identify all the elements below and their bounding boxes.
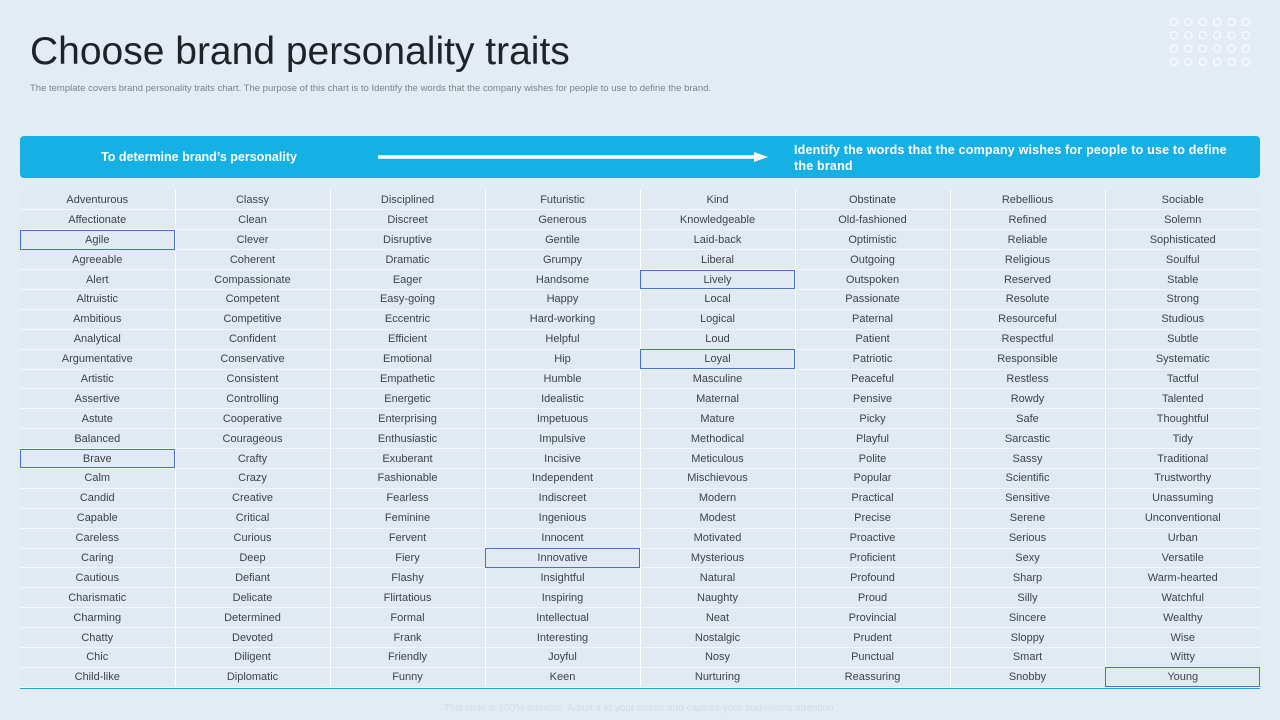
banner-left-label: To determine brand’s personality [101, 150, 297, 164]
trait-cell[interactable]: Hip [485, 349, 640, 369]
trait-cell[interactable]: Peaceful [795, 369, 950, 389]
trait-cell[interactable]: Modest [640, 508, 795, 528]
trait-cell[interactable]: Optimistic [795, 230, 950, 250]
table-row [20, 628, 1260, 648]
trait-cell[interactable]: Humble [485, 369, 640, 389]
trait-cell[interactable]: Talented [1105, 389, 1260, 409]
trait-cell[interactable]: Empathetic [330, 369, 485, 389]
trait-cell[interactable]: Disciplined [330, 190, 485, 210]
trait-cell[interactable]: Happy [485, 289, 640, 309]
table-row [20, 270, 1260, 290]
trait-cell[interactable]: Flashy [330, 568, 485, 588]
trait-cell[interactable]: Stable [1105, 270, 1260, 290]
trait-cell[interactable]: Snobby [950, 667, 1105, 687]
trait-cell[interactable]: Tidy [1105, 429, 1260, 449]
trait-cell[interactable]: Determined [175, 608, 330, 628]
trait-cell[interactable]: Deep [175, 548, 330, 568]
trait-cell[interactable]: Versatile [1105, 548, 1260, 568]
trait-cell[interactable]: Popular [795, 468, 950, 488]
trait-cell[interactable]: Old-fashioned [795, 210, 950, 230]
trait-cell[interactable]: Witty [1105, 647, 1260, 667]
trait-cell[interactable]: Incisive [485, 449, 640, 469]
trait-cell[interactable]: Creative [175, 488, 330, 508]
trait-cell[interactable]: Inspiring [485, 588, 640, 608]
trait-cell[interactable]: Tactful [1105, 369, 1260, 389]
table-row [20, 289, 1260, 309]
trait-cell[interactable]: Meticulous [640, 449, 795, 469]
trait-cell[interactable]: Curious [175, 528, 330, 548]
trait-cell[interactable]: Respectful [950, 329, 1105, 349]
trait-cell[interactable]: Strong [1105, 289, 1260, 309]
trait-cell[interactable]: Rowdy [950, 389, 1105, 409]
decor-dot [1170, 45, 1177, 52]
trait-cell[interactable]: Adventurous [20, 190, 175, 210]
trait-cell[interactable]: Sexy [950, 548, 1105, 568]
trait-cell[interactable]: Classy [175, 190, 330, 210]
trait-cell[interactable]: Rebellious [950, 190, 1105, 210]
trait-cell[interactable]: Methodical [640, 429, 795, 449]
trait-cell[interactable]: Astute [20, 409, 175, 429]
trait-cell[interactable]: Innocent [485, 528, 640, 548]
table-row [20, 488, 1260, 508]
decor-dot [1228, 32, 1235, 39]
trait-cell[interactable]: Sharp [950, 568, 1105, 588]
trait-cell[interactable]: Disruptive [330, 230, 485, 250]
decor-dot [1214, 58, 1221, 65]
decor-dot [1214, 45, 1221, 52]
trait-cell[interactable]: Subtle [1105, 329, 1260, 349]
trait-cell[interactable]: Keen [485, 667, 640, 687]
trait-cell[interactable]: Compassionate [175, 270, 330, 290]
trait-cell[interactable]: Sarcastic [950, 429, 1105, 449]
trait-cell[interactable]: Fearless [330, 488, 485, 508]
trait-cell[interactable]: Passionate [795, 289, 950, 309]
decor-dot [1170, 18, 1177, 25]
table-row [20, 548, 1260, 568]
trait-cell[interactable]: Impetuous [485, 409, 640, 429]
decor-dot [1199, 32, 1206, 39]
trait-cell[interactable]: Reserved [950, 270, 1105, 290]
trait-cell[interactable]: Easy-going [330, 289, 485, 309]
trait-cell[interactable]: Natural [640, 568, 795, 588]
trait-cell[interactable]: Controlling [175, 389, 330, 409]
trait-cell[interactable]: Sloppy [950, 628, 1105, 648]
trait-cell[interactable]: Sociable [1105, 190, 1260, 210]
decor-dot [1170, 58, 1177, 65]
traits-table [20, 190, 1260, 688]
trait-cell[interactable]: Safe [950, 409, 1105, 429]
trait-cell[interactable]: Paternal [795, 309, 950, 329]
decor-dot [1228, 18, 1235, 25]
trait-cell[interactable]: Sensitive [950, 488, 1105, 508]
trait-cell[interactable]: Serious [950, 528, 1105, 548]
trait-cell[interactable]: Resourceful [950, 309, 1105, 329]
trait-cell[interactable]: Studious [1105, 309, 1260, 329]
trait-cell[interactable]: Sassy [950, 449, 1105, 469]
table-row [20, 309, 1260, 329]
trait-cell[interactable]: Careless [20, 528, 175, 548]
trait-cell[interactable]: Naughty [640, 588, 795, 608]
trait-cell[interactable]: Frank [330, 628, 485, 648]
trait-cell[interactable]: Feminine [330, 508, 485, 528]
banner-right-label: Identify the words that the company wishes for people to use to define the brand [794, 143, 1227, 173]
table-row [20, 190, 1260, 210]
trait-cell[interactable]: Nosy [640, 647, 795, 667]
table-row [20, 528, 1260, 548]
trait-cell[interactable]: Confident [175, 329, 330, 349]
table-row [20, 667, 1260, 687]
trait-cell[interactable]: Picky [795, 409, 950, 429]
trait-cell[interactable]: Prudent [795, 628, 950, 648]
table-row [20, 329, 1260, 349]
trait-cell[interactable]: Competitive [175, 309, 330, 329]
trait-cell[interactable]: Trustworthy [1105, 468, 1260, 488]
decor-dot [1170, 32, 1177, 39]
trait-cell[interactable]: Energetic [330, 389, 485, 409]
trait-cell[interactable]: Mysterious [640, 548, 795, 568]
decor-dot [1185, 58, 1192, 65]
table-row [20, 508, 1260, 528]
trait-cell[interactable]: Liberal [640, 250, 795, 270]
trait-cell[interactable]: Fashionable [330, 468, 485, 488]
trait-cell[interactable]: Kind [640, 190, 795, 210]
trait-cell[interactable]: Ambitious [20, 309, 175, 329]
trait-cell[interactable]: Urban [1105, 528, 1260, 548]
trait-cell[interactable]: Crafty [175, 449, 330, 469]
decor-dot [1228, 45, 1235, 52]
trait-cell[interactable]: Motivated [640, 528, 795, 548]
trait-cell[interactable]: Lively [640, 270, 795, 290]
trait-cell[interactable]: Formal [330, 608, 485, 628]
trait-cell[interactable]: Assertive [20, 389, 175, 409]
trait-cell[interactable]: Altruistic [20, 289, 175, 309]
trait-cell[interactable]: Logical [640, 309, 795, 329]
trait-cell[interactable]: Unconventional [1105, 508, 1260, 528]
table-row [20, 409, 1260, 429]
trait-cell[interactable]: Modern [640, 488, 795, 508]
trait-cell[interactable]: Scientific [950, 468, 1105, 488]
trait-cell[interactable]: Hard-working [485, 309, 640, 329]
trait-cell[interactable]: Competent [175, 289, 330, 309]
decor-dot [1242, 45, 1249, 52]
trait-cell[interactable]: Emotional [330, 349, 485, 369]
decor-dot [1214, 18, 1221, 25]
trait-cell[interactable]: Candid [20, 488, 175, 508]
trait-cell[interactable]: Loyal [640, 349, 795, 369]
trait-cell[interactable]: Clean [175, 210, 330, 230]
trait-cell[interactable]: Refined [950, 210, 1105, 230]
trait-cell[interactable]: Profound [795, 568, 950, 588]
page-title: Choose brand personality traits [30, 30, 570, 73]
table-row [20, 647, 1260, 667]
trait-cell[interactable]: Chic [20, 647, 175, 667]
trait-cell[interactable]: Serene [950, 508, 1105, 528]
decor-dot [1199, 45, 1206, 52]
trait-cell[interactable]: Neat [640, 608, 795, 628]
trait-cell[interactable]: Punctual [795, 647, 950, 667]
trait-cell[interactable]: Chatty [20, 628, 175, 648]
trait-cell[interactable]: Defiant [175, 568, 330, 588]
trait-cell[interactable]: Critical [175, 508, 330, 528]
trait-cell[interactable]: Analytical [20, 329, 175, 349]
trait-cell[interactable]: Loud [640, 329, 795, 349]
trait-cell[interactable]: Watchful [1105, 588, 1260, 608]
trait-cell[interactable]: Responsible [950, 349, 1105, 369]
trait-cell[interactable]: Artistic [20, 369, 175, 389]
table-row [20, 369, 1260, 389]
trait-cell[interactable]: Nostalgic [640, 628, 795, 648]
trait-cell[interactable]: Coherent [175, 250, 330, 270]
trait-cell[interactable]: Charming [20, 608, 175, 628]
trait-cell[interactable]: Efficient [330, 329, 485, 349]
traits-table-wrapper [20, 190, 1260, 689]
trait-cell[interactable]: Cautious [20, 568, 175, 588]
trait-cell[interactable]: Local [640, 289, 795, 309]
decor-dot [1242, 32, 1249, 39]
table-row [20, 468, 1260, 488]
trait-cell[interactable]: Obstinate [795, 190, 950, 210]
trait-cell[interactable]: Enthusiastic [330, 429, 485, 449]
decor-dot [1199, 18, 1206, 25]
trait-cell[interactable]: Agile [20, 230, 175, 250]
decor-dot [1185, 18, 1192, 25]
trait-cell[interactable]: Diligent [175, 647, 330, 667]
trait-cell[interactable]: Ingenious [485, 508, 640, 528]
trait-cell[interactable]: Generous [485, 210, 640, 230]
table-row [20, 449, 1260, 469]
trait-cell[interactable]: Indiscreet [485, 488, 640, 508]
decor-dot [1214, 32, 1221, 39]
trait-cell[interactable]: Charismatic [20, 588, 175, 608]
decor-dot [1228, 58, 1235, 65]
trait-cell[interactable]: Precise [795, 508, 950, 528]
trait-cell[interactable]: Innovative [485, 548, 640, 568]
trait-cell[interactable]: Outgoing [795, 250, 950, 270]
trait-cell[interactable]: Religious [950, 250, 1105, 270]
table-row [20, 588, 1260, 608]
trait-cell[interactable]: Practical [795, 488, 950, 508]
trait-cell[interactable]: Warm-hearted [1105, 568, 1260, 588]
trait-cell[interactable]: Futuristic [485, 190, 640, 210]
trait-cell[interactable]: Discreet [330, 210, 485, 230]
page-subtitle: The template covers brand personality traits chart. The purpose of this chart is to Identify the words that the company wishes for people to use to define the brand. [30, 83, 712, 94]
trait-cell[interactable]: Playful [795, 429, 950, 449]
trait-cell[interactable]: Cooperative [175, 409, 330, 429]
decor-dot [1185, 32, 1192, 39]
arrow-right-icon [378, 151, 770, 163]
trait-cell[interactable]: Flirtatious [330, 588, 485, 608]
dot-grid-decoration [1168, 16, 1252, 68]
trait-cell[interactable]: Caring [20, 548, 175, 568]
trait-cell[interactable]: Friendly [330, 647, 485, 667]
decor-dot [1242, 18, 1249, 25]
trait-cell[interactable]: Alert [20, 270, 175, 290]
table-row [20, 429, 1260, 449]
trait-cell[interactable]: Reliable [950, 230, 1105, 250]
table-row [20, 210, 1260, 230]
trait-cell[interactable]: Laid-back [640, 230, 795, 250]
trait-cell[interactable]: Funny [330, 667, 485, 687]
trait-cell[interactable]: Sincere [950, 608, 1105, 628]
table-row [20, 389, 1260, 409]
table-row [20, 568, 1260, 588]
trait-cell[interactable]: Systematic [1105, 349, 1260, 369]
trait-cell[interactable]: Exuberant [330, 449, 485, 469]
trait-cell[interactable]: Patient [795, 329, 950, 349]
trait-cell[interactable]: Handsome [485, 270, 640, 290]
trait-cell[interactable]: Intellectual [485, 608, 640, 628]
trait-cell[interactable]: Outspoken [795, 270, 950, 290]
trait-cell[interactable]: Mature [640, 409, 795, 429]
trait-cell[interactable]: Consistent [175, 369, 330, 389]
trait-cell[interactable]: Clever [175, 230, 330, 250]
trait-cell[interactable]: Gentile [485, 230, 640, 250]
trait-cell[interactable]: Capable [20, 508, 175, 528]
trait-cell[interactable]: Insightful [485, 568, 640, 588]
trait-cell[interactable]: Calm [20, 468, 175, 488]
trait-cell[interactable]: Smart [950, 647, 1105, 667]
decor-dot [1199, 58, 1206, 65]
trait-cell[interactable]: Eccentric [330, 309, 485, 329]
trait-cell[interactable]: Reassuring [795, 667, 950, 687]
trait-cell[interactable]: Crazy [175, 468, 330, 488]
trait-cell[interactable]: Balanced [20, 429, 175, 449]
trait-cell[interactable]: Helpful [485, 329, 640, 349]
trait-cell[interactable]: Proficient [795, 548, 950, 568]
trait-cell[interactable]: Nurturing [640, 667, 795, 687]
trait-cell[interactable]: Brave [20, 449, 175, 469]
trait-cell[interactable]: Resolute [950, 289, 1105, 309]
decor-dot [1185, 45, 1192, 52]
trait-cell[interactable]: Impulsive [485, 429, 640, 449]
trait-cell[interactable]: Interesting [485, 628, 640, 648]
trait-cell[interactable]: Pensive [795, 389, 950, 409]
trait-cell[interactable]: Enterprising [330, 409, 485, 429]
trait-cell[interactable]: Fervent [330, 528, 485, 548]
trait-cell[interactable]: Child-like [20, 667, 175, 687]
trait-cell[interactable]: Grumpy [485, 250, 640, 270]
trait-cell[interactable]: Restless [950, 369, 1105, 389]
trait-cell[interactable]: Wise [1105, 628, 1260, 648]
trait-cell[interactable]: Soulful [1105, 250, 1260, 270]
decor-dot [1242, 58, 1249, 65]
header-banner [20, 136, 1260, 178]
trait-cell[interactable]: Unassuming [1105, 488, 1260, 508]
trait-cell[interactable]: Agreeable [20, 250, 175, 270]
trait-cell[interactable]: Young [1105, 667, 1260, 687]
trait-cell[interactable]: Thoughtful [1105, 409, 1260, 429]
footer-note: This slide is 100% editable. Adapt it to your needs and capture your audience's attention. [443, 703, 837, 714]
trait-cell[interactable]: Masculine [640, 369, 795, 389]
trait-cell[interactable]: Dramatic [330, 250, 485, 270]
trait-cell[interactable]: Devoted [175, 628, 330, 648]
table-row [20, 230, 1260, 250]
trait-cell[interactable]: Proactive [795, 528, 950, 548]
trait-cell[interactable]: Traditional [1105, 449, 1260, 469]
trait-cell[interactable]: Patriotic [795, 349, 950, 369]
trait-cell[interactable]: Fiery [330, 548, 485, 568]
trait-cell[interactable]: Solemn [1105, 210, 1260, 230]
trait-cell[interactable]: Mischievous [640, 468, 795, 488]
trait-cell[interactable]: Silly [950, 588, 1105, 608]
trait-cell[interactable]: Eager [330, 270, 485, 290]
trait-cell[interactable]: Maternal [640, 389, 795, 409]
trait-cell[interactable]: Courageous [175, 429, 330, 449]
trait-cell[interactable]: Delicate [175, 588, 330, 608]
trait-cell[interactable]: Wealthy [1105, 608, 1260, 628]
trait-cell[interactable]: Sophisticated [1105, 230, 1260, 250]
trait-cell[interactable]: Conservative [175, 349, 330, 369]
trait-cell[interactable]: Provincial [795, 608, 950, 628]
trait-cell[interactable]: Diplomatic [175, 667, 330, 687]
trait-cell[interactable]: Proud [795, 588, 950, 608]
table-row [20, 608, 1260, 628]
trait-cell[interactable]: Argumentative [20, 349, 175, 369]
trait-cell[interactable]: Independent [485, 468, 640, 488]
trait-cell[interactable]: Affectionate [20, 210, 175, 230]
table-row [20, 250, 1260, 270]
trait-cell[interactable]: Idealistic [485, 389, 640, 409]
trait-cell[interactable]: Knowledgeable [640, 210, 795, 230]
table-row [20, 349, 1260, 369]
trait-cell[interactable]: Polite [795, 449, 950, 469]
trait-cell[interactable]: Joyful [485, 647, 640, 667]
